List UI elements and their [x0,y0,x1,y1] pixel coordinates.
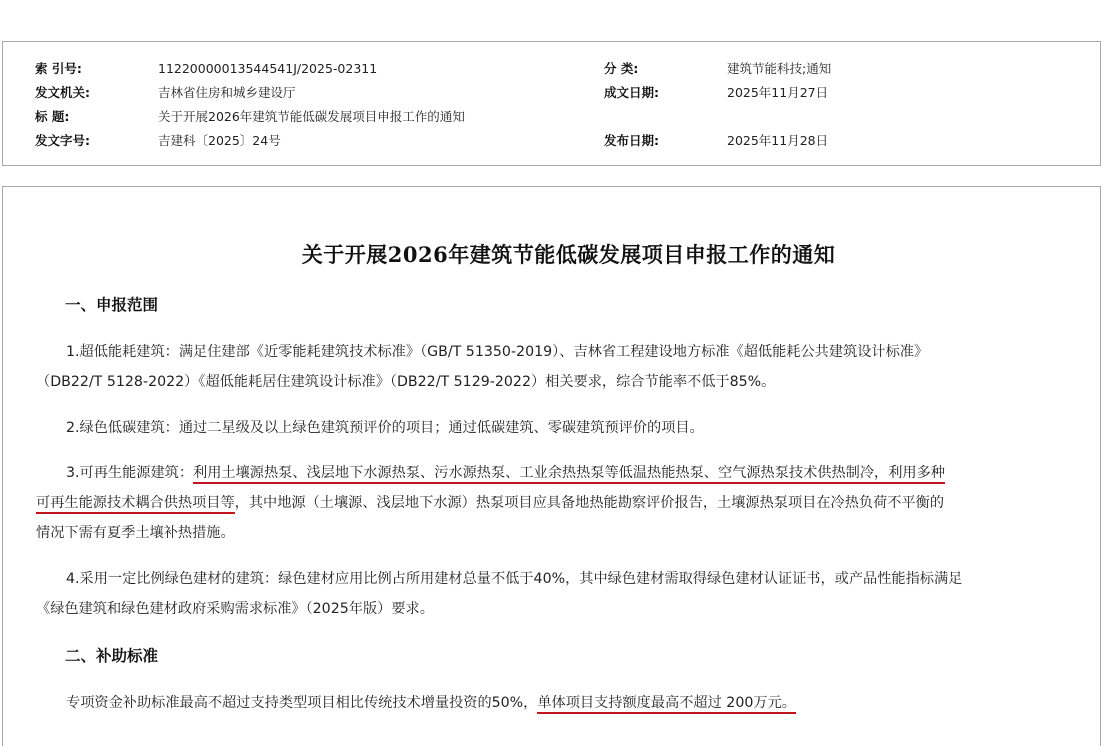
item3-highlight-1: 利用土壤源热泵、浅层地下水源热泵、污水源热泵、工业余热热泵等低温热能热泵、空气源热泵技术供热制冷，利用多种 [193,465,945,484]
item3-highlight-2: 可再生能源技术耦合供热项目等 [36,495,235,514]
item3-line3: 情况下需有夏季土壤补热措施。 [36,525,235,541]
item3-prefix: 3.可再生能源建筑： [66,465,194,481]
section-heading-scope: 一、申报范围 [65,296,159,314]
meta-row-index [0,58,1105,80]
doc-number-label: 发文字号: [35,133,90,148]
doc-number-value: 吉建科〔2025〕24号 [158,133,281,148]
date-written-label: 成文日期: [604,85,659,100]
index-value: 11220000013544541J/2025-02311 [158,61,378,76]
item3-rest: ，其中地源（土壤源、浅层地下水源）热泵项目应具备地热能勘察评价报告，土壤源热泵项目在冷热负荷不平衡的 [234,495,945,511]
item3-line1 [66,462,945,484]
meta-row-title [0,106,1105,128]
meta-row-docnumber [0,130,1105,152]
date-written-value: 2025年11月27日 [727,85,829,100]
publish-date-label: 发布日期: [604,133,659,148]
title-label: 标 题: [35,109,70,124]
meta-row-issuer [0,82,1105,104]
category-label: 分 类: [604,61,639,76]
item4-line2: 《绿色建筑和绿色建材政府采购需求标准》（2025年版）要求。 [36,601,434,617]
title-value: 关于开展2026年建筑节能低碳发展项目申报工作的通知 [158,109,465,124]
item3-line2 [36,492,944,514]
item1-line2: （DB22/T 5128-2022）《超低能耗居住建筑设计标准》（DB22/T 5129-2022）相关要求，综合节能率不低于85%。 [36,374,776,390]
issuer-value: 吉林省住房和城乡建设厅 [158,85,296,100]
category-value: 建筑节能科技;通知 [727,61,832,76]
issuer-label: 发文机关: [35,85,90,100]
document-title: 关于开展2026年建筑节能低碳发展项目申报工作的通知 [301,242,836,267]
subsidy-highlight: 单体项目支持额度最高不超过 200万元。 [537,695,796,714]
publish-date-value: 2025年11月28日 [727,133,829,148]
item2-line1: 2.绿色低碳建筑：通过二星级及以上绿色建筑预评价的项目；通过低碳建筑、零碳建筑预评价的项目。 [66,420,704,436]
subsidy-line [66,692,796,714]
item1-line1: 1.超低能耗建筑：满足住建部《近零能耗建筑技术标准》（GB/T 51350-2019）、吉林省工程建设地方标准《超低能耗公共建筑设计标准》 [66,344,929,360]
subsidy-prefix: 专项资金补助标准最高不超过支持类型项目相比传统技术增量投资的50%， [66,695,538,711]
index-label: 索 引号: [35,61,82,76]
item4-line1: 4.采用一定比例绿色建材的建筑：绿色建材应用比例占所用建材总量不低于40%，其中绿色建材需取得绿色建材认证证书，或产品性能指标满足 [66,571,963,587]
section-heading-subsidy: 二、补助标准 [65,647,159,665]
